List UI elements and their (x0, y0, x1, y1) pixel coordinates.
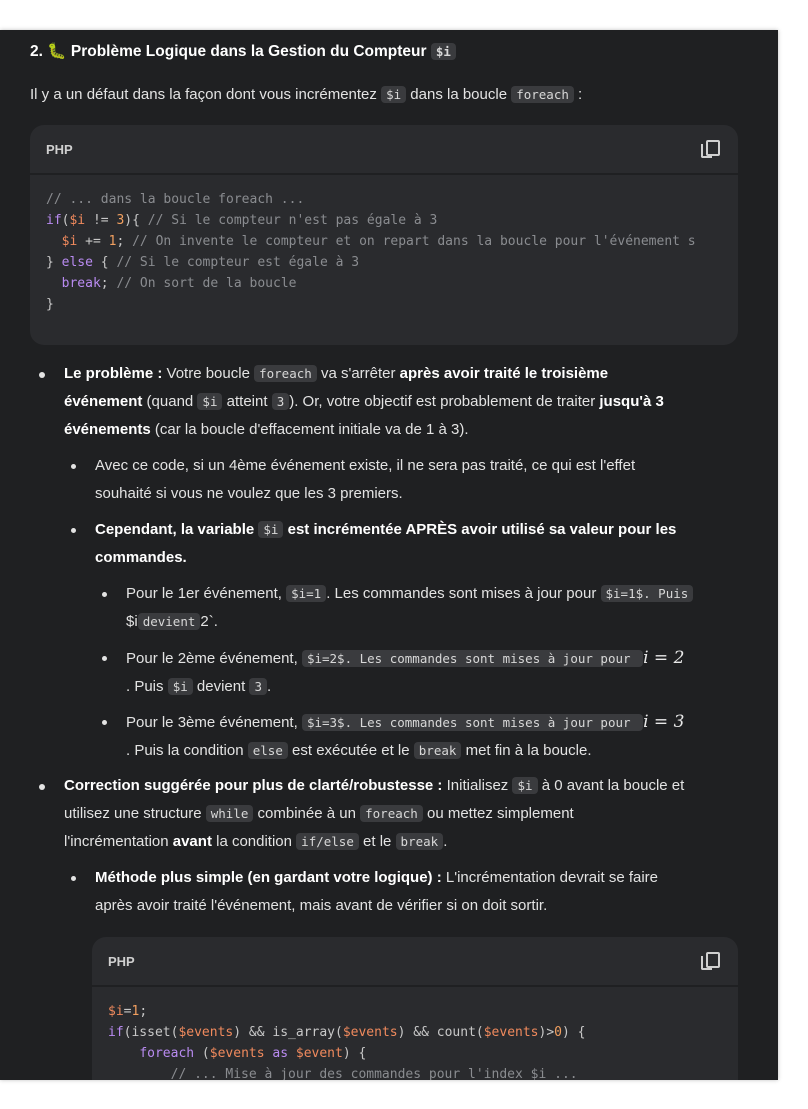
text: atteint (222, 393, 272, 410)
heading-inline-code: $i (431, 43, 456, 60)
inline-code: else (248, 742, 288, 759)
code-line-4: } else { // Si le compteur est égale à 3 (46, 255, 360, 270)
inline-code: $i (168, 678, 193, 695)
inline-code: $i=2$. Les commandes sont mises à jour pour (302, 650, 643, 667)
code-line-4: // ... Mise à jour des commandes pour l'index $i ... (108, 1067, 578, 1080)
line (126, 708, 746, 737)
text: dans la boucle (406, 86, 512, 103)
text: L'incrémentation devrait se faire (441, 869, 659, 886)
inline-code: $i (197, 393, 222, 410)
bullet-dot (102, 720, 107, 725)
inline-code: break (414, 742, 462, 759)
bullet-dot (39, 784, 45, 790)
text: . Les commandes sont mises à jour pour (326, 585, 601, 602)
line: après avoir traité l'événement, mais avant de vérifier si on doit sortir. (95, 897, 548, 914)
text: l'incrémentation (64, 833, 173, 850)
text: (car la boucle d'effacement initiale va de 1 à 3). (150, 421, 469, 438)
inline-code: devient (138, 613, 201, 630)
line (64, 828, 744, 856)
code-language-label: PHP (108, 953, 135, 969)
code-content (92, 987, 738, 1080)
line (95, 544, 745, 572)
bullet-dot (71, 876, 76, 881)
code-block-1 (30, 125, 738, 345)
bullet-dot (71, 464, 76, 469)
inline-code: $i=3$. Les commandes sont mises à jour pour (302, 714, 643, 731)
heading-title: Problème Logique dans la Gestion du Compteur (70, 43, 427, 60)
list-item-methode (95, 864, 745, 920)
chat-message-panel (0, 30, 778, 1080)
bold-label: Méthode plus simple (en gardant votre logique) : (95, 869, 442, 886)
section-heading (30, 42, 456, 61)
text: met fin à la boucle. (461, 742, 592, 759)
inline-code: 3 (249, 678, 267, 695)
bold-text: jusqu'à 3 (599, 393, 664, 410)
inline-code: foreach (511, 86, 574, 103)
line (64, 388, 744, 416)
bold-text: après avoir traité le troisième (399, 365, 609, 382)
text: . (267, 678, 272, 695)
inline-code: $i=1 (286, 585, 326, 602)
list-item-2eme (126, 644, 746, 701)
line (95, 516, 745, 544)
text: . (443, 833, 448, 850)
bold-label: Correction suggérée pour plus de clarté/robustesse : (64, 777, 443, 794)
bold-text: événements (64, 421, 151, 438)
bullet-dot (71, 528, 76, 533)
inline-code: $i (381, 86, 406, 103)
text: . Puis (126, 678, 168, 695)
line (126, 644, 746, 673)
inline-code: foreach (254, 365, 317, 382)
code-block-2 (92, 937, 738, 1080)
code-line-2: if($i != 3){ // Si le compteur n'est pas égale à 3 (46, 213, 438, 228)
line: Avec ce code, si un 4ème événement existe, il ne sera pas traité, ce qui est l'effet (95, 457, 636, 474)
text: Il y a un défaut dans la façon dont vous incrémentez (30, 86, 382, 103)
list-item-probleme (64, 360, 744, 444)
code-line-2: if(isset($events) && is_array($events) && count($events)>0) { (108, 1025, 586, 1040)
bold-text: avant (172, 833, 212, 850)
text: Votre boucle (162, 365, 255, 382)
heading-number: 2. (30, 43, 48, 60)
line (126, 580, 746, 608)
text: combinée à un (253, 805, 361, 822)
text: et le (358, 833, 396, 850)
text: $i (126, 613, 138, 630)
text: . Puis la condition (126, 742, 248, 759)
math-expression: i = 3 (643, 712, 685, 732)
intro-paragraph (30, 81, 582, 109)
bold-label: Le problème : (64, 365, 163, 382)
line (95, 864, 745, 892)
text: va s'arrêter (316, 365, 400, 382)
code-block-header (92, 937, 738, 987)
inline-code: break (396, 833, 444, 850)
inline-code: $i (512, 777, 537, 794)
line (64, 772, 744, 800)
bullet-dot (102, 656, 107, 661)
inline-code: $i=1$. Puis (601, 585, 694, 602)
bold-text: est incrémentée APRÈS avoir utilisé sa valeur pour les (283, 521, 677, 538)
code-line-1: $i=1; (108, 1004, 148, 1019)
bug-icon: 🐛 (47, 43, 67, 60)
bold-text: événement (64, 393, 143, 410)
list-item-correction (64, 772, 744, 856)
text: 2`. (200, 613, 218, 630)
code-line-3: $i += 1; // On invente le compteur et on repart dans la boucle pour l'événement s (61, 234, 696, 249)
bold-text: commandes. (95, 549, 187, 566)
text: est exécutée et le (287, 742, 414, 759)
line (126, 673, 746, 701)
code-block-header (30, 125, 738, 175)
text: Pour le 1er événement, (126, 585, 287, 602)
inline-code: if/else (296, 833, 359, 850)
list-item-3eme (126, 708, 746, 765)
line (64, 360, 744, 388)
code-line-3: foreach ($events as $event) { (139, 1046, 367, 1061)
inline-code: foreach (360, 805, 423, 822)
inline-code: $i (258, 521, 283, 538)
text: Pour le 2ème événement, (126, 650, 302, 667)
code-line-5: break; // On sort de la boucle (61, 276, 297, 291)
code-content (30, 175, 738, 329)
inline-code: while (206, 805, 254, 822)
copy-icon[interactable] (700, 139, 720, 159)
line (64, 800, 744, 828)
math-expression: i = 2 (643, 648, 685, 668)
text: à 0 avant la boucle et (537, 777, 685, 794)
bullet-dot (102, 592, 107, 597)
list-item-4eme (95, 452, 745, 508)
text: Initialisez (442, 777, 513, 794)
bullet-dot (39, 372, 45, 378)
text: Pour le 3ème événement, (126, 714, 302, 731)
text: : (573, 86, 583, 103)
list-item-cependant (95, 516, 745, 572)
text: utilisez une structure (64, 805, 206, 822)
code-line-6: } (46, 297, 54, 312)
text: la condition (211, 833, 297, 850)
code-language-label: PHP (46, 141, 73, 157)
bold-text: Cependant, la variable (95, 521, 259, 538)
line (126, 608, 746, 636)
inline-code: 3 (272, 393, 290, 410)
copy-icon[interactable] (700, 951, 720, 971)
text: devient (192, 678, 250, 695)
line (64, 416, 744, 444)
text: ou mettez simplement (422, 805, 574, 822)
list-item-1er (126, 580, 746, 636)
line: souhaité si vous ne voulez que les 3 premiers. (95, 485, 403, 502)
line (126, 737, 746, 765)
text: (quand (142, 393, 198, 410)
code-line-1: // ... dans la boucle foreach ... (46, 192, 305, 207)
text: ). Or, votre objectif est probablement de traiter (289, 393, 600, 410)
